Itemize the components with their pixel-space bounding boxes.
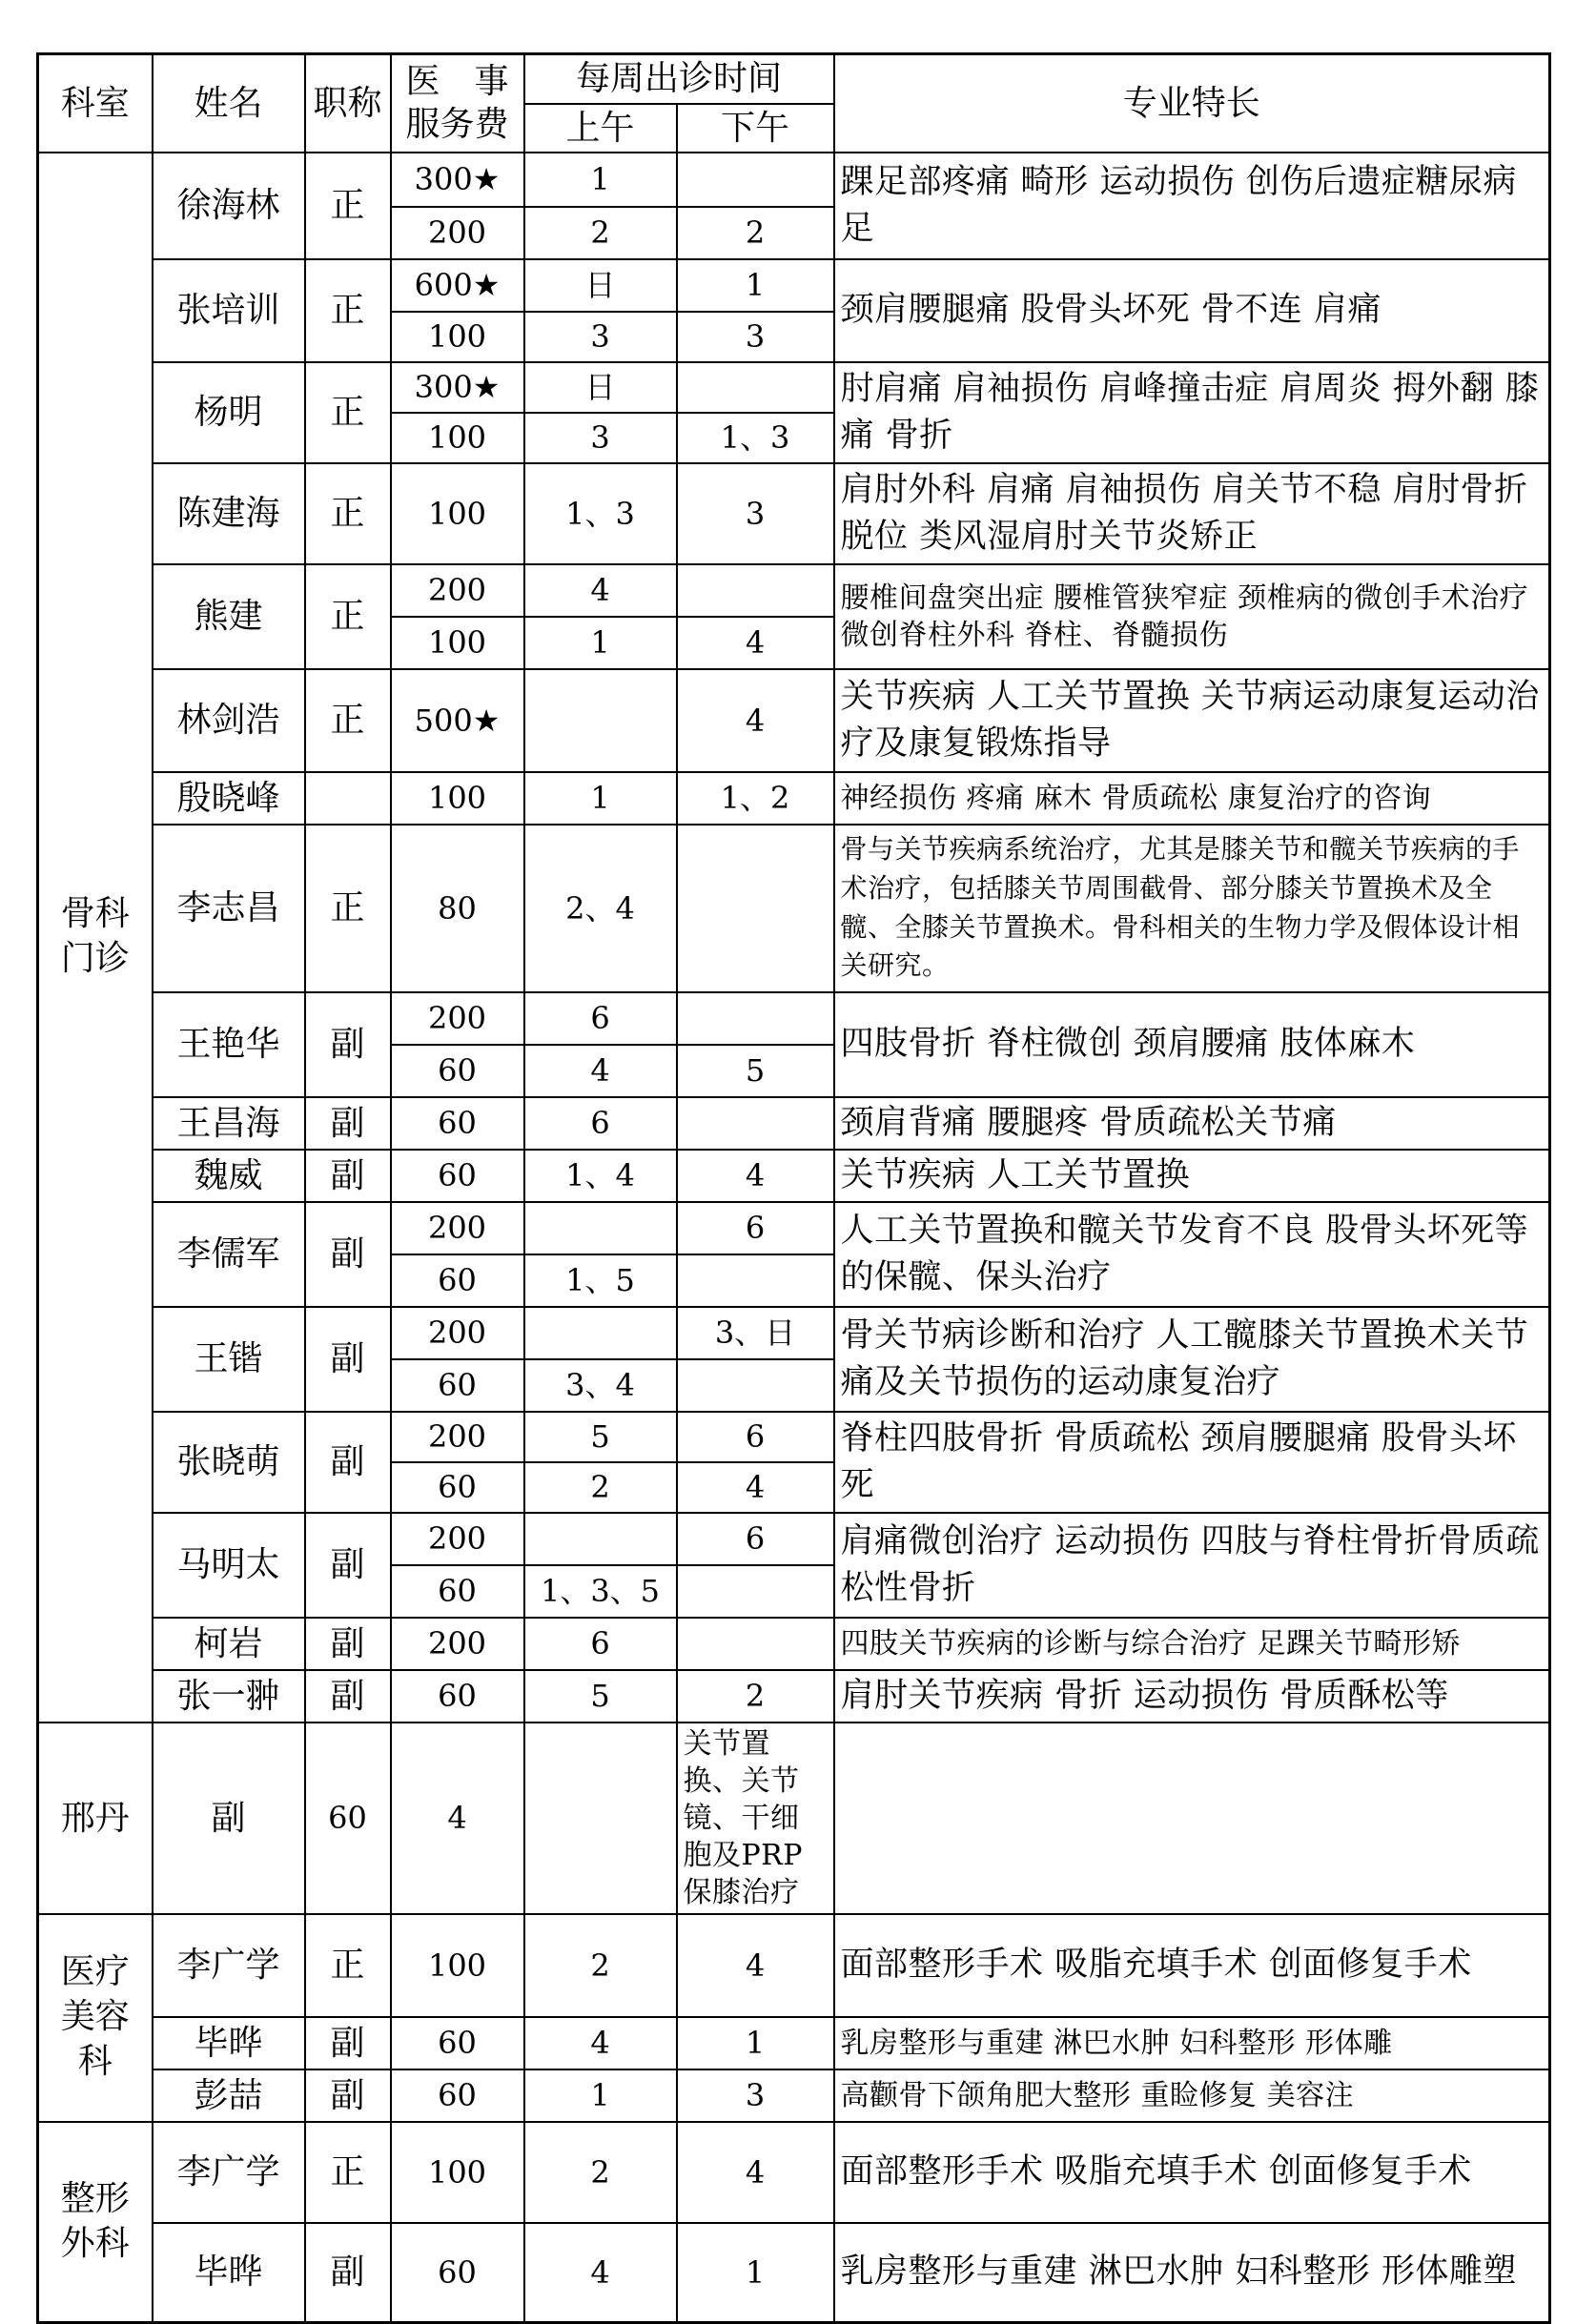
specialty-cell: 腰椎间盘突出症 腰椎管狭窄症 颈椎病的微创手术治疗 微创脊柱外科 脊柱、脊髓损伤 [834, 564, 1550, 669]
am-cell: 2 [524, 2122, 677, 2223]
pm-cell: 1、3 [677, 413, 834, 463]
am-cell: 6 [524, 992, 677, 1045]
specialty-cell: 四肢关节疾病的诊断与综合治疗 足踝关节畸形矫 [834, 1618, 1550, 1670]
pm-cell: 3、日 [677, 1307, 834, 1359]
fee-cell: 100 [391, 413, 524, 463]
fee-cell: 60 [391, 2017, 524, 2069]
dept-label-line: 美容 [60, 1997, 130, 2037]
am-cell: 1 [524, 617, 677, 669]
doctor-title: 正 [305, 153, 391, 259]
specialty-cell: 四肢骨折 脊柱微创 颈肩腰痛 肢体麻木 [834, 992, 1550, 1097]
pm-cell: 4 [677, 1150, 834, 1202]
pm-cell [677, 1359, 834, 1412]
pm-cell: 4 [677, 1914, 834, 2017]
pm-cell [677, 992, 834, 1045]
header-dept: 科室 [38, 54, 153, 153]
am-cell: 日 [524, 259, 677, 312]
am-cell [524, 1513, 677, 1565]
doctor-title: 副 [305, 1670, 391, 1723]
specialty-cell: 关节置换、关节镜、干细胞及PRP保膝治疗 [677, 1723, 834, 1914]
doctor-title: 副 [305, 1513, 391, 1618]
am-cell [524, 669, 677, 772]
fee-cell: 100 [391, 1914, 524, 2017]
header-fee-line2: 服务费 [405, 105, 509, 145]
fee-cell: 60 [391, 1254, 524, 1307]
pm-cell: 1、2 [677, 772, 834, 825]
doctor-name: 李广学 [153, 2122, 305, 2223]
am-cell: 3、4 [524, 1359, 677, 1412]
doctor-schedule-table [36, 52, 1551, 2324]
pm-cell [677, 1097, 834, 1150]
pm-cell: 1 [677, 2017, 834, 2069]
pm-cell: 6 [677, 1202, 834, 1254]
fee-cell: 200 [391, 207, 524, 259]
pm-cell: 1 [677, 259, 834, 312]
am-cell [524, 1307, 677, 1359]
fee-cell: 200 [391, 1307, 524, 1359]
am-cell: 2 [524, 207, 677, 259]
pm-cell: 4 [677, 1462, 834, 1513]
am-cell: 1、4 [524, 1150, 677, 1202]
specialty-cell: 肩肘外科 肩痛 肩袖损伤 肩关节不稳 肩肘骨折脱位 类风湿肩肘关节炎矫正 [834, 463, 1550, 564]
doctor-title: 正 [305, 463, 391, 564]
fee-cell: 60 [391, 1097, 524, 1150]
doctor-title: 正 [305, 564, 391, 669]
doctor-name: 王艳华 [153, 992, 305, 1097]
fee-cell: 500★ [391, 669, 524, 772]
header-name: 姓名 [153, 54, 305, 153]
specialty-cell: 脊柱四肢骨折 骨质疏松 颈肩腰腿痛 股骨头坏死 [834, 1412, 1550, 1513]
am-cell: 4 [391, 1723, 524, 1914]
pm-cell [677, 825, 834, 992]
specialty-cell: 关节疾病 人工关节置换 关节病运动康复运动治疗及康复锻炼指导 [834, 669, 1550, 772]
specialty-cell: 面部整形手术 吸脂充填手术 创面修复手术 [834, 1914, 1550, 2017]
pm-cell: 2 [677, 1670, 834, 1723]
am-cell: 4 [524, 1045, 677, 1097]
specialty-cell: 颈肩背痛 腰腿疼 骨质疏松关节痛 [834, 1097, 1550, 1150]
specialty-cell: 面部整形手术 吸脂充填手术 创面修复手术 [834, 2122, 1550, 2223]
doctor-name: 邢丹 [38, 1723, 153, 1914]
fee-cell: 300★ [391, 362, 524, 413]
pm-cell: 6 [677, 1412, 834, 1462]
am-cell: 1 [524, 2069, 677, 2122]
am-cell: 1 [524, 772, 677, 825]
fee-cell: 60 [391, 1462, 524, 1513]
pm-cell: 3 [677, 2069, 834, 2122]
am-cell: 2、4 [524, 825, 677, 992]
doctor-name: 彭喆 [153, 2069, 305, 2122]
doctor-title: 副 [305, 992, 391, 1097]
fee-cell: 100 [391, 617, 524, 669]
doctor-title: 副 [305, 1097, 391, 1150]
specialty-cell: 乳房整形与重建 淋巴水肿 妇科整形 形体雕 [834, 2017, 1550, 2069]
specialty-cell: 踝足部疼痛 畸形 运动损伤 创伤后遗症糖尿病足 [834, 153, 1550, 259]
fee-cell: 200 [391, 1618, 524, 1670]
fee-cell: 60 [391, 1150, 524, 1202]
am-cell: 1、3 [524, 463, 677, 564]
specialty-cell: 人工关节置换和髋关节发育不良 股骨头坏死等的保髋、保头治疗 [834, 1202, 1550, 1307]
dept-label-line: 外科 [60, 2223, 130, 2263]
doctor-name: 陈建海 [153, 463, 305, 564]
am-cell [524, 1202, 677, 1254]
doctor-name: 林剑浩 [153, 669, 305, 772]
doctor-name: 王昌海 [153, 1097, 305, 1150]
fee-cell: 60 [391, 1670, 524, 1723]
fee-cell: 60 [391, 1045, 524, 1097]
fee-cell: 200 [391, 1412, 524, 1462]
doctor-title: 副 [305, 1150, 391, 1202]
pm-cell [677, 362, 834, 413]
am-cell: 4 [524, 2017, 677, 2069]
fee-cell: 60 [391, 2223, 524, 2323]
specialty-cell: 关节疾病 人工关节置换 [834, 1150, 1550, 1202]
doctor-title: 正 [305, 669, 391, 772]
am-cell: 4 [524, 564, 677, 617]
specialty-cell: 颈肩腰腿痛 股骨头坏死 骨不连 肩痛 [834, 259, 1550, 362]
pm-cell: 5 [677, 1045, 834, 1097]
pm-cell: 4 [677, 669, 834, 772]
specialty-cell: 骨关节病诊断和治疗 人工髋膝关节置换术关节痛及关节损伤的运动康复治疗 [834, 1307, 1550, 1412]
fee-cell: 200 [391, 1513, 524, 1565]
doctor-name: 张培训 [153, 259, 305, 362]
doctor-title: 副 [305, 2223, 391, 2323]
doctor-title: 正 [305, 825, 391, 992]
dept-label-line: 整形 [60, 2178, 130, 2218]
doctor-name: 毕晔 [153, 2223, 305, 2323]
am-cell: 5 [524, 1412, 677, 1462]
doctor-title: 副 [305, 1307, 391, 1412]
pm-cell [524, 1723, 677, 1914]
dept-label-line: 科 [77, 2041, 113, 2081]
am-cell: 1 [524, 153, 677, 207]
doctor-name: 殷晓峰 [153, 772, 305, 825]
header-pm: 下午 [677, 104, 834, 153]
am-cell: 5 [524, 1670, 677, 1723]
dept-orthopedics [38, 153, 153, 1723]
doctor-name: 柯岩 [153, 1618, 305, 1670]
specialty-cell: 乳房整形与重建 淋巴水肿 妇科整形 形体雕塑 [834, 2223, 1550, 2323]
fee-cell: 100 [391, 312, 524, 362]
fee-cell: 300★ [391, 153, 524, 207]
doctor-title: 正 [305, 259, 391, 362]
doctor-name: 李广学 [153, 1914, 305, 2017]
header-am: 上午 [524, 104, 677, 153]
am-cell: 1、3、5 [524, 1565, 677, 1618]
doctor-name: 徐海林 [153, 153, 305, 259]
doctor-title: 副 [305, 2017, 391, 2069]
doctor-name: 马明太 [153, 1513, 305, 1618]
specialty-cell: 骨与关节疾病系统治疗，尤其是膝关节和髋关节疾病的手术治疗，包括膝关节周围截骨、部分膝关节置换术及全髋、全膝关节置换术。骨科相关的生物力学及假体设计相关研究。 [834, 825, 1550, 992]
specialty-cell: 高颧骨下颌角肥大整形 重睑修复 美容注 [834, 2069, 1550, 2122]
doctor-title: 副 [305, 1412, 391, 1513]
doctor-title: 副 [305, 1618, 391, 1670]
doctor-title: 副 [305, 1202, 391, 1307]
schedule-sheet [36, 52, 1548, 2293]
fee-cell: 60 [391, 1359, 524, 1412]
am-cell: 6 [524, 1618, 677, 1670]
pm-cell: 6 [677, 1513, 834, 1565]
am-cell: 1、5 [524, 1254, 677, 1307]
doctor-title: 副 [153, 1723, 305, 1914]
dept-label-line: 医疗 [60, 1952, 130, 1992]
am-cell: 6 [524, 1097, 677, 1150]
doctor-name: 张晓萌 [153, 1412, 305, 1513]
doctor-name: 魏威 [153, 1150, 305, 1202]
pm-cell [677, 1565, 834, 1618]
doctor-name: 李志昌 [153, 825, 305, 992]
dept-label-line: 骨科 [60, 894, 130, 934]
dept-medical-cosmetology [38, 1914, 153, 2122]
fee-cell: 100 [391, 2122, 524, 2223]
am-cell: 3 [524, 413, 677, 463]
doctor-title: 正 [305, 1914, 391, 2017]
dept-plastic-surgery [38, 2122, 153, 2323]
doctor-name: 李儒军 [153, 1202, 305, 1307]
dept-label-line: 门诊 [60, 939, 130, 978]
doctor-name: 熊建 [153, 564, 305, 669]
fee-cell: 600★ [391, 259, 524, 312]
doctor-name: 张一翀 [153, 1670, 305, 1723]
header-fee-line1: 医 事 [405, 62, 509, 102]
pm-cell [677, 153, 834, 207]
pm-cell: 2 [677, 207, 834, 259]
pm-cell: 4 [677, 617, 834, 669]
pm-cell: 1 [677, 2223, 834, 2323]
fee-cell: 100 [391, 772, 524, 825]
header-schedule: 每周出诊时间 [524, 54, 834, 104]
pm-cell: 3 [677, 463, 834, 564]
pm-cell [677, 564, 834, 617]
header-title: 职称 [305, 54, 391, 153]
specialty-cell: 肩痛微创治疗 运动损伤 四肢与脊柱骨折骨质疏松性骨折 [834, 1513, 1550, 1618]
pm-cell [677, 1618, 834, 1670]
am-cell: 4 [524, 2223, 677, 2323]
fee-cell: 100 [391, 463, 524, 564]
pm-cell: 4 [677, 2122, 834, 2223]
doctor-title [305, 772, 391, 825]
fee-cell: 60 [391, 1565, 524, 1618]
doctor-name: 王锴 [153, 1307, 305, 1412]
fee-cell: 80 [391, 825, 524, 992]
doctor-name: 杨明 [153, 362, 305, 463]
pm-cell [677, 1254, 834, 1307]
header-specialty: 专业特长 [834, 54, 1550, 153]
fee-cell: 200 [391, 564, 524, 617]
doctor-name: 毕晔 [153, 2017, 305, 2069]
fee-cell: 60 [305, 1723, 391, 1914]
header-fee [391, 54, 524, 153]
specialty-cell: 肘肩痛 肩袖损伤 肩峰撞击症 肩周炎 拇外翻 膝痛 骨折 [834, 362, 1550, 463]
doctor-title: 正 [305, 362, 391, 463]
pm-cell: 3 [677, 312, 834, 362]
am-cell: 2 [524, 1462, 677, 1513]
fee-cell: 200 [391, 992, 524, 1045]
fee-cell: 60 [391, 2069, 524, 2122]
doctor-title: 正 [305, 2122, 391, 2223]
doctor-title: 副 [305, 2069, 391, 2122]
am-cell: 2 [524, 1914, 677, 2017]
specialty-cell: 肩肘关节疾病 骨折 运动损伤 骨质酥松等 [834, 1670, 1550, 1723]
specialty-cell: 神经损伤 疼痛 麻木 骨质疏松 康复治疗的咨询 [834, 772, 1550, 825]
am-cell: 日 [524, 362, 677, 413]
fee-cell: 200 [391, 1202, 524, 1254]
am-cell: 3 [524, 312, 677, 362]
